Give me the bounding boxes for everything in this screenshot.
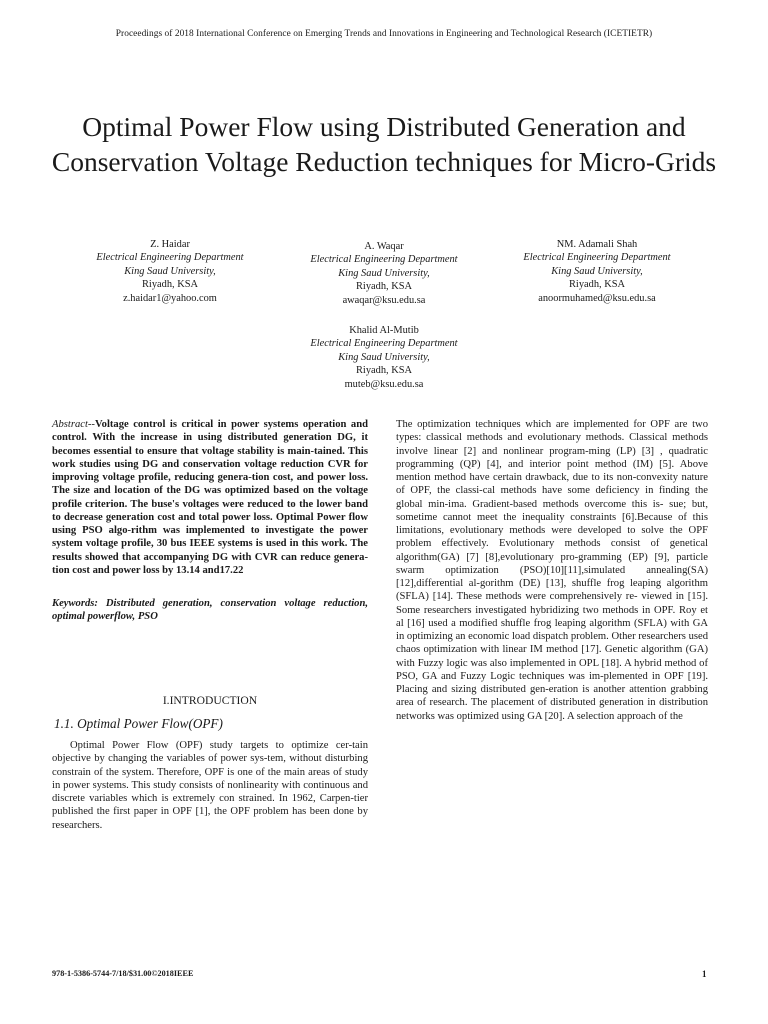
- author-name: Khalid Al-Mutib: [349, 325, 419, 336]
- author-block: [269, 324, 499, 391]
- author-name: Z. Haidar: [150, 239, 190, 250]
- author-block: [55, 238, 285, 305]
- author-name: A. Waqar: [364, 241, 404, 252]
- conference-header: Proceedings of 2018 International Conference on Emerging Trends and Innovations in Engineering and Technological Research (ICETIETR): [115, 29, 653, 39]
- keywords: Keywords: Distributed generation, conservation voltage reduction, optimal powerflow, PSO: [52, 598, 368, 623]
- author-email: awaqar@ksu.edu.sa: [342, 294, 426, 306]
- author-block: [482, 238, 712, 305]
- author-city: Riyadh, KSA: [569, 279, 625, 291]
- author-university: King Saud University,: [124, 265, 216, 277]
- copyright-footer: 978-1-5386-5744-7/18/$31.00©2018IEEE: [52, 969, 194, 978]
- author-name: NM. Adamali Shah: [556, 239, 638, 250]
- author-email: muteb@ksu.edu.sa: [344, 378, 424, 390]
- author-department: Electrical Engineering Department: [96, 252, 244, 264]
- author-university: King Saud University,: [338, 351, 430, 363]
- author-university: King Saud University,: [338, 267, 430, 279]
- paper-title: Optimal Power Flow using Distributed Generation and Conservation Voltage Reduction techniques for Micro-Grids: [51, 111, 717, 177]
- author-email: anoormuhamed@ksu.edu.sa: [538, 292, 656, 304]
- author-university: King Saud University,: [551, 265, 643, 277]
- section-heading: I.INTRODUCTION: [162, 694, 258, 707]
- abstract-label: Abstract--: [52, 419, 95, 430]
- author-email: z.haidar1@yahoo.com: [123, 292, 217, 304]
- left-column: [52, 418, 368, 624]
- page-number: 1: [702, 969, 707, 979]
- subsection-heading: 1.1. Optimal Power Flow(OPF): [54, 716, 223, 731]
- author-block: [269, 240, 499, 307]
- right-column-text: The optimization techniques which are implemented for OPF are two types: classical methods and evolutionary methods. Classical methods involve linear [2] and nonlinear program-ming (LP) [3] , quadratic programming (QP) [4], and interior point method (IM) [5]. Above mention method have certain drawback, due to its non-convexity nature of OPF, the classi-cal methods have some deficiency in finding the global min-ima. Gradient-based methods overcome this is- sue; but, sometime cannot meet the inequality constraints [6].Because of this limitations, evolutionary methods were developed to solve the OPF problem effectively. Evolutionary methods consist of genetical algorithm(GA) [7] [8],evolutionary pro-gramming (EP) [9], particle swarm optimization (PSO)[10][11],simulated annealing(SA)[12],differential al-gorithm (DE) [13], shuffle frog leaping algorithm (SFLA) [14]. These methods were comprehensively re- viewed in [15]. Some researchers investigated hybridizing two methods in OPF. Roy et al [16] used a modified shuffle frog leaping algorithm (SFLA) with GA in optimizing an economic load dispatch problem. Other researchers used chaos optimization with linear IM method [17]. Genetic algorithm (GA) with Fuzzy logic was also implemented in OPL [18]. A hybrid method of PSO, GA and Fuzzy Logic techniques was im-plemented in OPF [19]. Placing and sizing distributed gen-eration is another attention grabbing area of research. The placement of distributed generation in distribution networks was optimized using GA [20]. A selection approach of the: [396, 419, 708, 722]
- author-department: Electrical Engineering Department: [523, 252, 671, 264]
- author-department: Electrical Engineering Department: [310, 254, 458, 266]
- author-city: Riyadh, KSA: [356, 281, 412, 293]
- author-city: Riyadh, KSA: [142, 279, 198, 291]
- intro-paragraph: Optimal Power Flow (OPF) study targets to optimize cer-tain objective by changing the variables of power sys-tem, without disturbing constrain of the system. Therefore, OPF is one of the main areas of study in power systems. This study consists of nonlinearity with continuous and discrete variables which is extremely con strained. In 1962, Carpen-tier published the first paper in OPF [1], the OPF problem has been done by researchers.: [52, 740, 368, 831]
- abstract-text: Voltage control is critical in power systems operation and control. With the increase in using distributed generation DG, it becomes essential to ensure that voltage stability is main-tained. This work studies using DG and conservation voltage reduction CVR for improving voltage profile, reducing genera-tion cost, and power loss. The size and location of the DG was optimized based on the voltage profile criterion. The buse's voltages were reduced to the lower band to decrease generation cost and total power loss. Optimal Power flow using PSO algo-rithm was implemented to investigate the power system voltage profile, 30 bus IEEE systems is used in this work. The results showed that accompanying DG with CVR can reduce genera-tion cost and power loss by 13.14 and17.22: [52, 419, 368, 576]
- abstract: [52, 418, 368, 577]
- author-city: Riyadh, KSA: [356, 365, 412, 377]
- author-department: Electrical Engineering Department: [310, 338, 458, 350]
